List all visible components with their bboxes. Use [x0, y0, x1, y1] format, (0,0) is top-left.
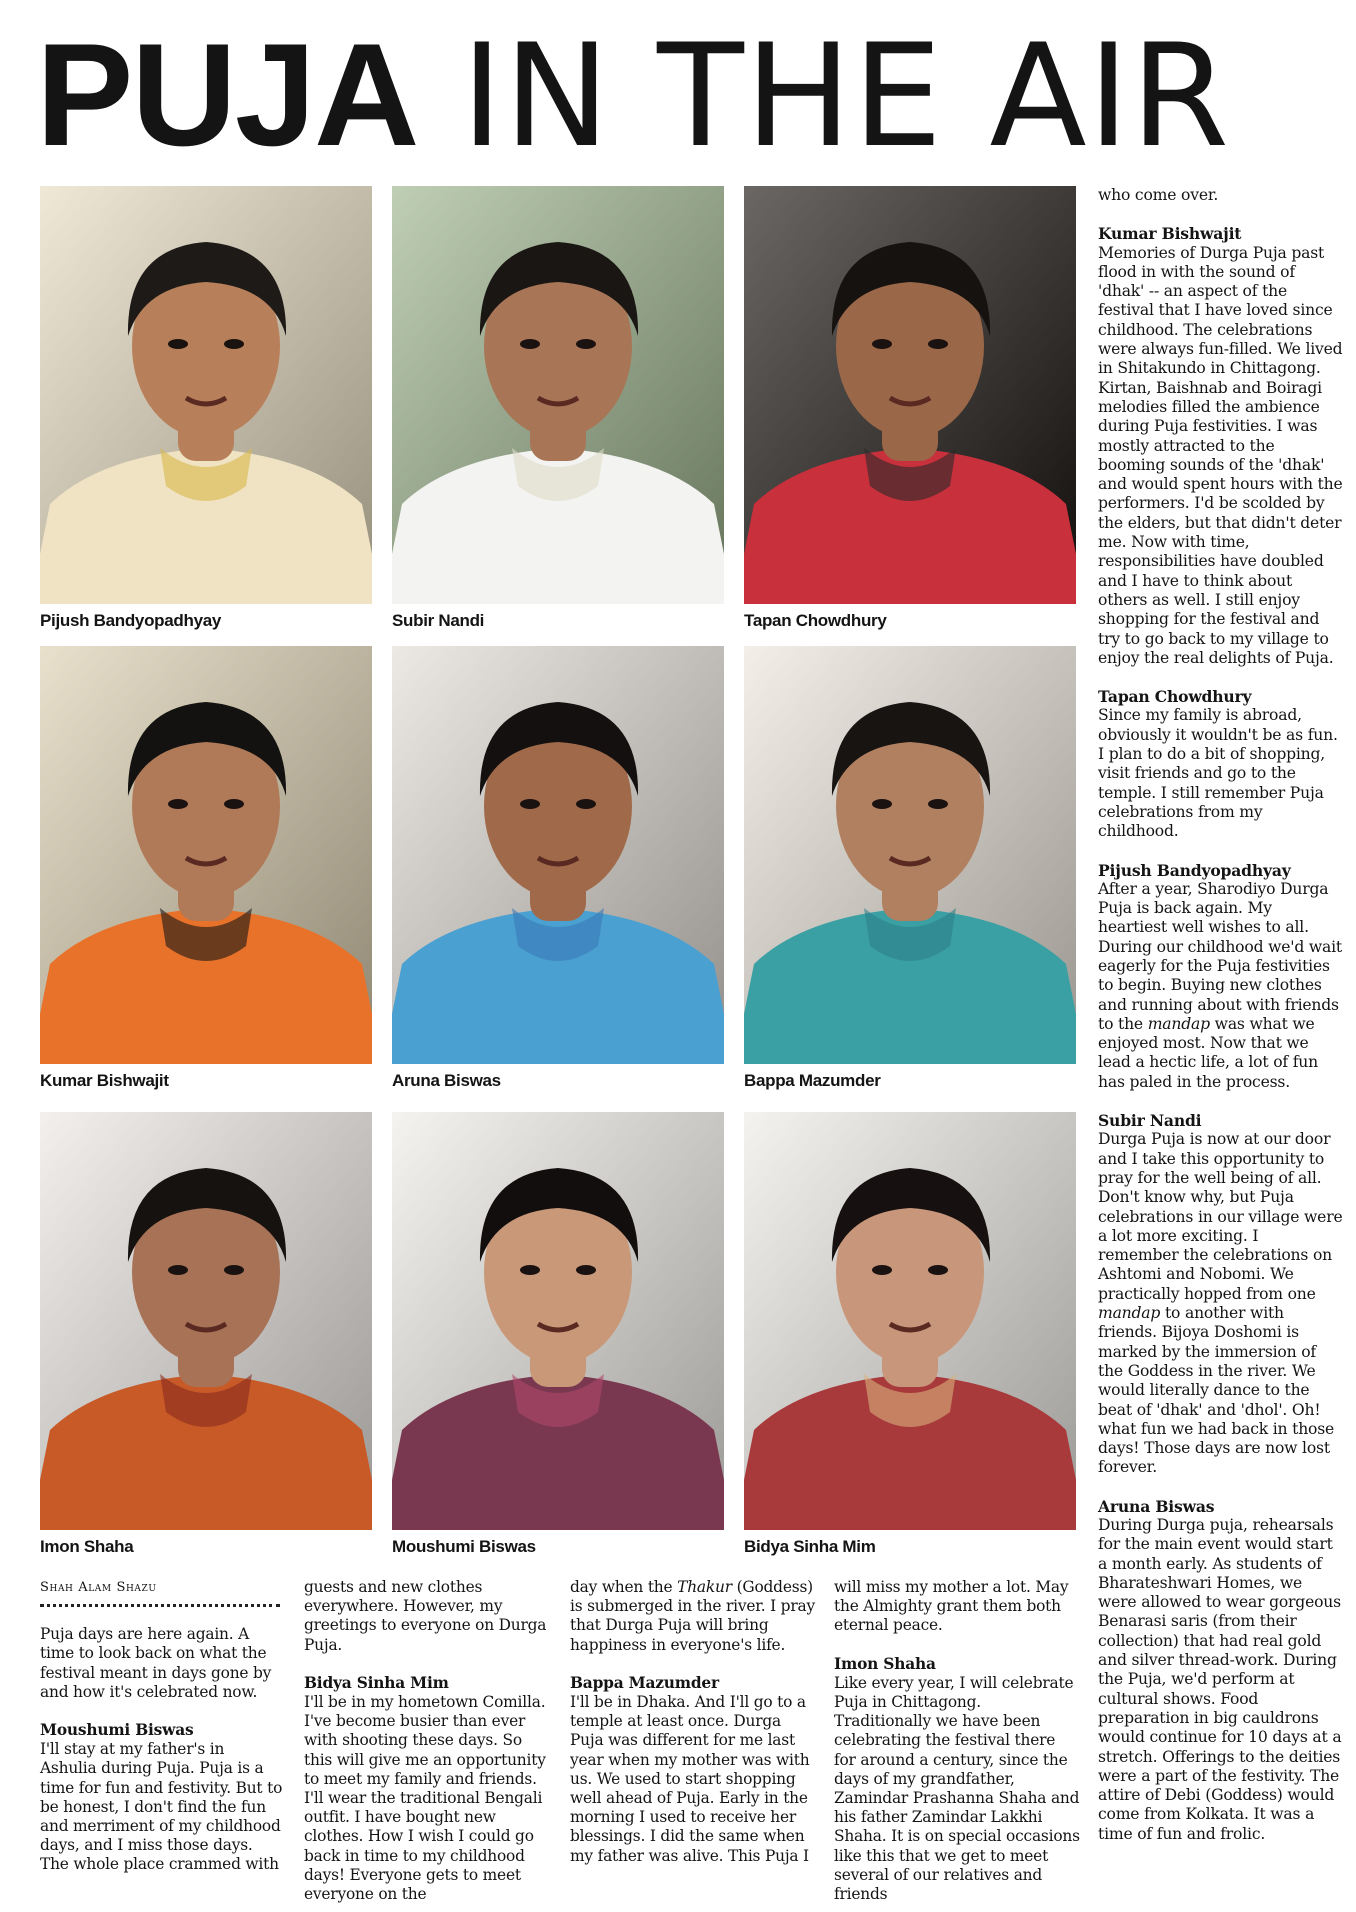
- italic-run: mandap: [1098, 1304, 1161, 1323]
- portrait-photo-kumar-bishwajit: [40, 646, 372, 1064]
- subhead-bidya: Bidya Sinha Mim: [304, 1673, 449, 1692]
- body-imon: Like every year, I will celebrate Puja in Chittagong. Traditionally we have been celebrating the festival there for around a century, since the days of my grandfather, Zamindar Prashanna Shaha and his father Zamindar Lakkhi Shaha. It is on special occasions like this that we get to meet several of our relatives and friends: [834, 1673, 1080, 1904]
- subhead-kumar: Kumar Bishwajit: [1098, 224, 1242, 244]
- portrait-photo-subir-nandi: [392, 186, 724, 604]
- body-tapan: Since my family is abroad, obviously it wouldn't be as fun. I plan to do a bit of shopping, visit friends and go to the temple. I still remember Puja celebrations from my childhood.: [1098, 706, 1338, 841]
- portrait-photo-tapan-chowdhury: [744, 186, 1076, 604]
- text-run: Durga Puja is now at our door and I take this opportunity to pray for the well being of all. Don't know why, but Puja celebrations in our village were a lot more exciting. I remember the celebrations on Ashtomi and Nobomi. We practically hopped from one: [1098, 1130, 1343, 1303]
- column-4: [834, 1578, 1080, 1904]
- subhead-subir: Subir Nandi: [1098, 1111, 1202, 1131]
- right-column: [1098, 186, 1343, 1844]
- body-imon-cont: who come over.: [1098, 186, 1219, 204]
- italic-run: Thakur: [677, 1578, 732, 1596]
- portrait-photo-bidya-sinha-mim: [744, 1112, 1076, 1530]
- column-3: [570, 1578, 816, 1866]
- headline: [36, 13, 1231, 179]
- photo-caption-moushumi-biswas: Moushumi Biswas: [392, 1537, 536, 1556]
- subhead-moushumi: Moushumi Biswas: [40, 1721, 194, 1740]
- portrait-photo-imon-shaha: [40, 1112, 372, 1530]
- byline-divider: [40, 1597, 280, 1607]
- body-kumar: Memories of Durga Puja past flood in with the sound of 'dhak' -- an aspect of the festival that I have loved since childhood. The celebrations were always fun-filled. We lived in Shitakundo in Chittagong. Kirtan, Baishnab and Boiragi melodies filled the ambience during Puja festivities. I was mostly attracted to the booming sounds of the 'dhak' and would spent hours with the performers. I'd be scolded by the elders, but that didn't deter me. Now with time, responsibilities have doubled and I have to think about others as well. I still enjoy shopping for the festival and try to go back to my village to enjoy the real delights of Puja.: [1098, 243, 1343, 667]
- portrait-photo-moushumi-biswas: [392, 1112, 724, 1530]
- subhead-tapan: Tapan Chowdhury: [1098, 687, 1252, 707]
- text-run: After a year, Sharodiyo Durga Puja is back again. My heartiest well wishes to all. During our childhood we'd wait eagerly for the Puja festivities to begin. Buying new clothes and running about with friends to the: [1098, 879, 1343, 1033]
- photo-caption-tapan-chowdhury: Tapan Chowdhury: [744, 611, 887, 630]
- headline-bold: PUJA: [36, 13, 418, 176]
- portrait-photo-aruna-biswas: [392, 646, 724, 1064]
- photo-caption-kumar-bishwajit: Kumar Bishwajit: [40, 1071, 169, 1090]
- column-1: [40, 1578, 284, 1875]
- photo-caption-imon-shaha: Imon Shaha: [40, 1537, 134, 1556]
- portrait-photo-pijush-bandyopadhyay: [40, 186, 372, 604]
- body-aruna: During Durga puja, rehearsals for the main event would start a month early. As students of Bharateshwari Homes, we were allowed to wear gorgeous Benarasi saris (from their collection) that had real gold and silver thread-work. During the Puja, we'd perform at cultural shows. Food preparation in big cauldrons would continue for 10 days at a stretch. Offerings to the deities were a part of the festivity. The attire of Debi (Goddess) would come from Kolkata. It was a time of fun and frolic.: [1098, 1516, 1342, 1843]
- portrait-photo-bappa-mazumder: [744, 646, 1076, 1064]
- subhead-imon: Imon Shaha: [834, 1654, 936, 1673]
- subhead-pijush: Pijush Bandyopadhyay: [1098, 860, 1291, 880]
- italic-run: mandap: [1147, 1014, 1210, 1033]
- text-run: (Goddess) is submerged in the river. I pray that Durga Puja will bring happiness in everyone's life.: [570, 1578, 815, 1654]
- photo-caption-pijush-bandyopadhyay: Pijush Bandyopadhyay: [40, 611, 222, 630]
- column-2: [304, 1578, 552, 1904]
- subhead-aruna: Aruna Biswas: [1098, 1496, 1215, 1516]
- photo-caption-bidya-sinha-mim: Bidya Sinha Mim: [744, 1537, 876, 1556]
- body-moushumi: I'll stay at my father's in Ashulia during Puja. Puja is a time for fun and festivity. But to be honest, I don't find the fun and merriment of my childhood days, and I miss those days. The whole place crammed with: [40, 1740, 283, 1874]
- body-bidya-cont: [570, 1578, 816, 1655]
- body-bidya: I'll be in my hometown Comilla. I've become busier than ever with shooting these days. So this will give me an opportunity to meet my family and friends. I'll wear the traditional Bengali outfit. I have bought new clothes. How I wish I could go back in time to my childhood days! Everyone gets to meet everyone on the: [304, 1693, 546, 1904]
- photo-caption-subir-nandi: Subir Nandi: [392, 611, 485, 630]
- body-bappa: I'll be in Dhaka. And I'll go to a temple at least once. Durga Puja was different for me last year when my mother was with us. We used to start shopping well ahead of Puja. Early in the morning I used to receive her blessings. I did the same when my father was alive. This Puja I: [570, 1693, 810, 1865]
- body-subir: [1098, 1130, 1343, 1477]
- subhead-bappa: Bappa Mazumder: [570, 1673, 719, 1692]
- body-moushumi-cont: guests and new clothes everywhere. However, my greetings to everyone on Durga Puja.: [304, 1578, 547, 1654]
- photo-caption-aruna-biswas: Aruna Biswas: [392, 1071, 501, 1090]
- body-bappa-cont: will miss my mother a lot. May the Almighty grant them both eternal peace.: [834, 1578, 1069, 1635]
- headline-thin: IN THE AIR: [460, 14, 1231, 179]
- body-pijush: [1098, 880, 1343, 1092]
- text-run: was what we enjoyed most. Now that we lead a hectic life, a lot of fun has paled in the process.: [1098, 1014, 1318, 1091]
- text-run: to another with friends. Bijoya Doshomi is marked by the immersion of the Goddess in the river. We would literally dance to the beat of 'dhak' and 'dhol'. Oh! what fun we had back in those days! Those days are now lost forever.: [1098, 1304, 1335, 1477]
- text-run: day when the: [570, 1578, 678, 1596]
- byline: Shah Alam Shazu: [40, 1580, 157, 1595]
- intro-text: Puja days are here again. A time to look back on what the festival meant in days gone by and how it's celebrated now.: [40, 1625, 272, 1701]
- photo-caption-bappa-mazumder: Bappa Mazumder: [744, 1071, 881, 1090]
